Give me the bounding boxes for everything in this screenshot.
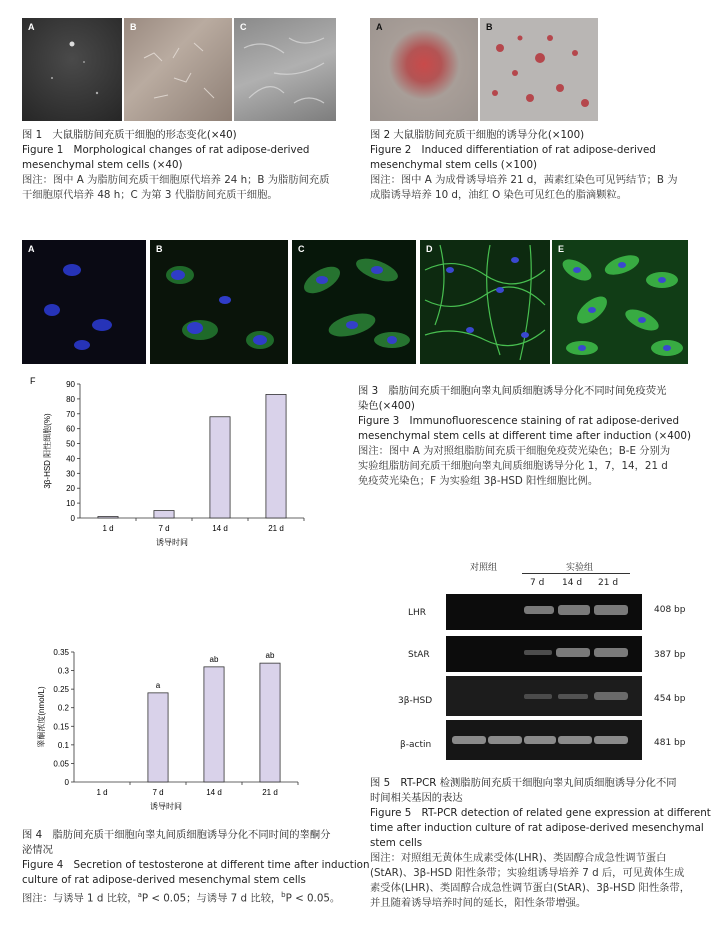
caption-en: time after induction culture of rat adipose-derived mesenchymal (370, 822, 704, 834)
panel-label: A (28, 22, 35, 32)
fig3-panel-a (22, 240, 146, 364)
note-sup: a (137, 891, 142, 899)
y-tick-label: 0 (64, 778, 69, 787)
caption-note: 图注：图中 A 为脂肪间充质干细胞原代培养 24 h；B 为脂肪间充质 (22, 174, 330, 186)
y-tick-label: 60 (66, 424, 75, 434)
caption-en: mesenchymal stem cells (×100) (370, 159, 538, 171)
caption-note: 免疫荧光染色；F 为实验组 3β-HSD 阳性细胞比例。 (358, 475, 599, 487)
fig2-panel-a (370, 18, 478, 121)
gel-star (446, 636, 642, 672)
panel-label: B (486, 22, 493, 32)
bar (204, 667, 224, 782)
y-tick-label: 0.1 (57, 740, 69, 750)
y-tick-label: 90 (66, 380, 75, 389)
gel-header-control: 对照组 (470, 563, 498, 573)
gel-lane-label: 14 d (562, 578, 583, 588)
x-tick-label: 14 d (212, 524, 228, 533)
x-tick-label: 21 d (262, 788, 278, 797)
data-label: a (155, 680, 161, 690)
caption-note: 素受体(LHR)、类固醇合成急性调节蛋白(StAR)、3β-HSD 阳性条带， (370, 882, 691, 894)
y-tick-label: 0 (70, 514, 75, 523)
caption-cn: 图 5 RT-PCR 检测脂肪间充质干细胞向睾丸间质细胞诱导分化不同 (370, 777, 677, 789)
y-tick-label: 0.05 (53, 759, 69, 769)
y-axis-label: 睾酮浓度(nmol/L) (37, 686, 46, 748)
y-tick-label: 0.3 (57, 666, 69, 676)
gel-header-line (522, 573, 630, 574)
caption-cn: 图 2 大鼠脂肪间充质干细胞的诱导分化(×100) (370, 129, 585, 141)
x-axis-label: 诱导时间 (156, 538, 188, 547)
gel-size-label: 481 bp (654, 738, 686, 748)
y-tick-label: 20 (66, 484, 75, 494)
fig4-caption (22, 828, 370, 906)
panel-label: C (240, 22, 247, 32)
bar (154, 511, 174, 518)
chart-testosterone (22, 642, 342, 820)
caption-en: Figure 3 Immunofluorescence staining of rat adipose-derived (358, 415, 680, 427)
caption-en: stem cells (370, 837, 423, 849)
caption-en: Figure 5 RT-PCR detection of related gene expression at different (370, 807, 711, 819)
caption-cn: 图 1 大鼠脂肪间充质干细胞的形态变化(×40) (22, 129, 237, 141)
y-tick-label: 0.25 (53, 685, 69, 695)
caption-en: Figure 4 Secretion of testosterone at different time after induction (22, 859, 370, 871)
bar (98, 517, 118, 518)
fig2-panel-b (480, 18, 598, 121)
caption-note: 干细胞原代培养 48 h；C 为第 3 代脂肪间充质干细胞。 (22, 189, 278, 201)
note-text: P < 0.05；与诱导 7 d 比较， (141, 892, 282, 905)
caption-note: 实验组脂肪间充质干细胞向睾丸间质细胞诱导分化 1，7，14，21 d (358, 460, 668, 472)
caption-note: 图注：图中 A 为成骨诱导培养 21 d，茜素红染色可见钙结节；B 为 (370, 174, 678, 186)
y-tick-label: 70 (66, 409, 75, 419)
bar (260, 663, 280, 782)
gel-lane-label: 21 d (598, 578, 619, 588)
x-tick-label: 1 d (102, 524, 114, 533)
panel-label: F (30, 376, 36, 386)
caption-en: Figure 2 Induced differentiation of rat adipose-derived (370, 144, 656, 156)
gel-gene-label: LHR (408, 608, 427, 618)
panel-label: E (558, 244, 565, 254)
caption-note: 成脂诱导培养 10 d，油红 O 染色可见红色的脂滴颗粒。 (370, 189, 628, 201)
y-tick-label: 80 (66, 394, 75, 404)
caption-note: 并且随着诱导培养时间的延长，阳性条带增强。 (370, 897, 587, 909)
fig3-panel-d (420, 240, 550, 364)
x-tick-label: 21 d (268, 524, 284, 533)
panel-label: A (28, 244, 35, 254)
caption-en: culture of rat adipose-derived mesenchymal stem cells (22, 874, 306, 886)
fig3-panel-b (150, 240, 288, 364)
fig3-panel-e (552, 240, 688, 364)
fig1-panel-c (234, 18, 336, 121)
caption-en: Figure 1 Morphological changes of rat adipose-derived (22, 144, 310, 156)
y-tick-label: 0.15 (53, 722, 69, 732)
caption-cn: 泌情况 (22, 844, 53, 856)
y-axis-label: 3β-HSD 阳性细胞(%) (43, 413, 52, 489)
caption-cn: 图 4 脂肪间充质干细胞向睾丸间质细胞诱导分化不同时间的睾酮分 (22, 829, 331, 841)
x-tick-label: 1 d (96, 788, 108, 797)
caption-cn: 时间相关基因的表达 (370, 792, 463, 804)
gel-lane-label: 7 d (530, 578, 545, 588)
caption-note: 图注：对照组无黄体生成素受体(LHR)、类固醇合成急性调节蛋白 (370, 852, 667, 864)
bar (148, 693, 168, 782)
gel-size-label: 454 bp (654, 694, 686, 704)
panel-label: A (376, 22, 383, 32)
y-tick-label: 10 (66, 499, 75, 509)
caption-note: 图注：图中 A 为对照组脂肪间充质干细胞免疫荧光染色；B-E 分别为 (358, 445, 671, 457)
gel-gene-label: 3β-HSD (398, 696, 433, 706)
gel-size-label: 408 bp (654, 605, 686, 615)
panel-label: D (426, 244, 433, 254)
gel-3b-hsd (446, 676, 642, 716)
gel-lhr (446, 594, 642, 630)
caption-cn: 染色(×400) (358, 400, 415, 412)
fig1-panel-b (124, 18, 232, 121)
x-tick-label: 7 d (152, 788, 164, 797)
fig1-caption (22, 128, 330, 203)
y-tick-label: 0.2 (57, 703, 69, 713)
gel-header-exp: 实验组 (566, 563, 594, 573)
y-tick-label: 30 (66, 469, 75, 479)
x-axis-label: 诱导时间 (150, 802, 182, 811)
chart-3b-hsd-positive (22, 370, 342, 550)
gel-gene-label: β-actin (400, 740, 432, 750)
y-tick-label: 40 (66, 454, 75, 464)
fig2-caption (370, 128, 678, 203)
x-tick-label: 7 d (158, 524, 170, 533)
gel-b-actin (446, 720, 642, 760)
note-text: P < 0.05。 (285, 892, 341, 905)
note-sup: b (281, 891, 286, 899)
panel-label: C (298, 244, 305, 254)
panel-label: B (156, 244, 163, 254)
fig3-panel-c (292, 240, 416, 364)
caption-cn: 图 3 脂肪间充质干细胞向睾丸间质细胞诱导分化不同时间免疫荧光 (358, 385, 667, 397)
fig1-panel-a (22, 18, 122, 121)
bar (266, 394, 286, 518)
gel-gene-label: StAR (408, 650, 430, 660)
gel-size-label: 387 bp (654, 650, 686, 660)
data-label: ab (265, 651, 275, 661)
caption-en: mesenchymal stem cells at different time after induction (×400) (358, 430, 691, 442)
caption-note (22, 888, 370, 906)
panel-label: B (130, 22, 137, 32)
caption-note: (StAR)、3β-HSD 阳性条带；实验组诱导培养 7 d 后，可见黄体生成 (370, 867, 685, 879)
data-label: ab (209, 654, 219, 664)
y-tick-label: 0.35 (53, 648, 69, 657)
fig5-caption (370, 776, 711, 911)
caption-en: mesenchymal stem cells (×40) (22, 159, 183, 171)
bar (210, 417, 230, 518)
note-text: 图注：与诱导 1 d 比较， (22, 892, 138, 905)
x-tick-label: 14 d (206, 788, 222, 797)
y-tick-label: 50 (66, 439, 75, 449)
fig3-caption (358, 384, 691, 489)
